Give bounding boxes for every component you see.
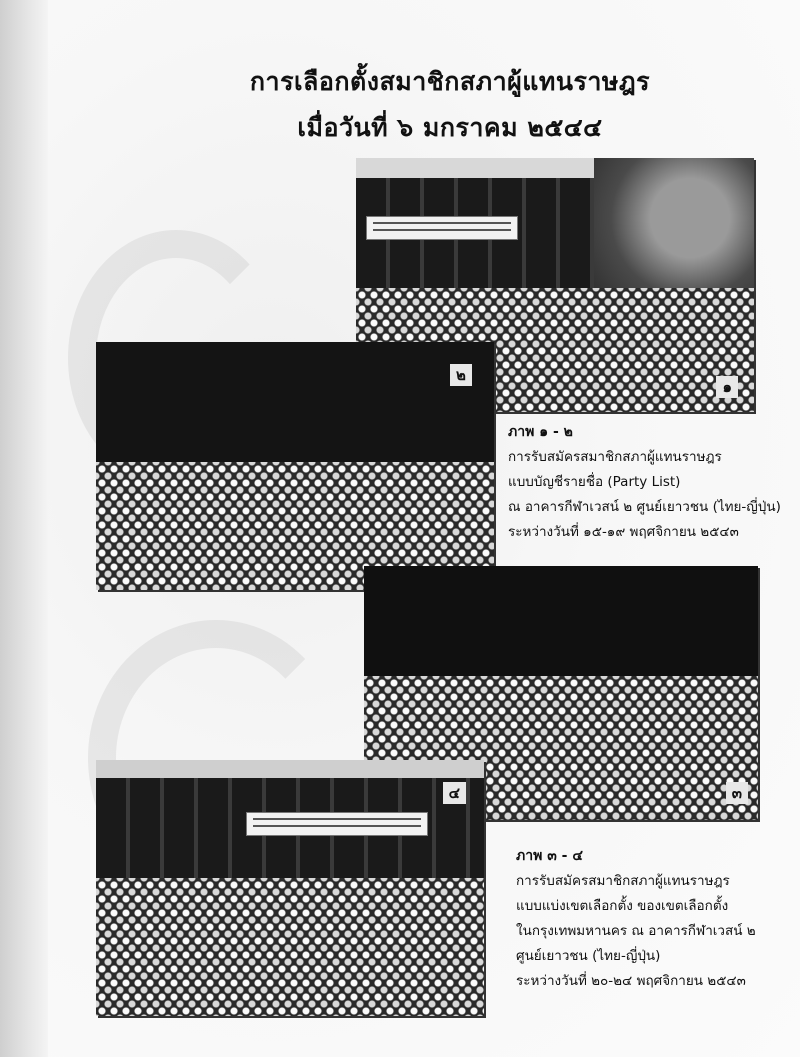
caption-photos-3-4 — [516, 844, 756, 994]
photo-banner — [246, 812, 428, 836]
photo-number-3: ๓ — [726, 782, 748, 804]
photo-number-4: ๔ — [443, 782, 466, 804]
photo-number-1: ๑ — [716, 376, 738, 398]
caption-line: ระหว่างวันที่ ๑๕-๑๙ พฤศจิกายน ๒๕๔๓ — [508, 524, 739, 540]
photo-2 — [96, 342, 494, 590]
caption-line: ศูนย์เยาวชน (ไทย-ญี่ปุ่น) — [516, 948, 661, 964]
caption-line: ระหว่างวันที่ ๒๐-๒๔ พฤศจิกายน ๒๕๔๓ — [516, 973, 746, 989]
caption-line: แบบบัญชีรายชื่อ (Party List) — [508, 474, 681, 490]
caption-label: ภาพ ๑ - ๒ — [508, 424, 573, 440]
photo-number-2: ๒ — [450, 364, 472, 386]
caption-photos-1-2 — [508, 420, 781, 545]
page-title-line-1: การเลือกตั้งสมาชิกสภาผู้แทนราษฎร — [249, 67, 651, 96]
caption-line: การรับสมัครสมาชิกสภาผู้แทนราษฎร — [516, 873, 730, 889]
caption-line: ในกรุงเทพมหานคร ณ อาคารกีฬาเวสน์ ๒ — [516, 923, 756, 939]
photo-crowd — [96, 878, 484, 1016]
photo-banner — [366, 216, 518, 240]
photo-4 — [96, 760, 484, 1016]
page-title-line-2: เมื่อวันที่ ๖ มกราคม ๒๕๔๔ — [297, 113, 603, 142]
caption-line: แบบแบ่งเขตเลือกตั้ง ของเขตเลือกตั้ง — [516, 898, 729, 914]
caption-label: ภาพ ๓ - ๔ — [516, 848, 583, 864]
caption-line: ณ อาคารกีฬาเวสน์ ๒ ศูนย์เยาวชน (ไทย-ญี่ปุ่น) — [508, 499, 781, 515]
caption-line: การรับสมัครสมาชิกสภาผู้แทนราษฎร — [508, 449, 722, 465]
page-edge-shadow — [0, 0, 48, 1057]
photo-tree — [594, 158, 754, 308]
